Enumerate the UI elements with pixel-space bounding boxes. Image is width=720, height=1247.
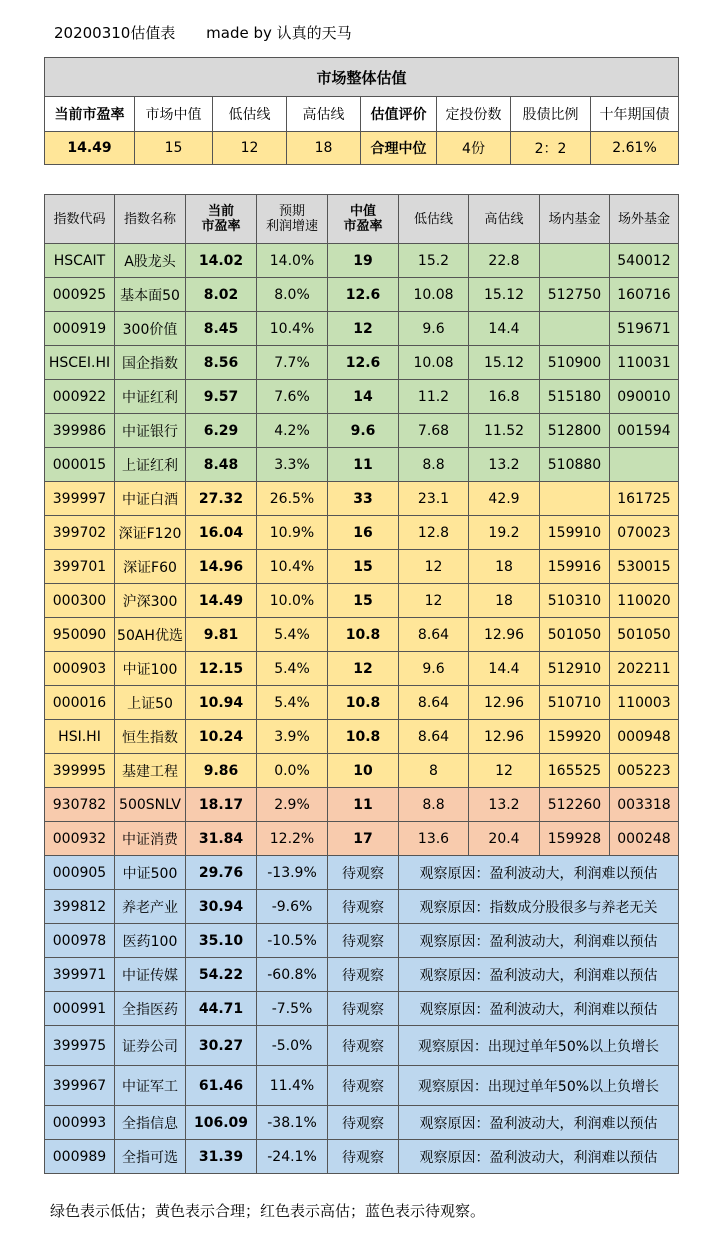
median-pe: 10.8 xyxy=(328,686,399,720)
column-header: 场内基金 xyxy=(540,195,610,244)
summary-value: 15 xyxy=(135,132,213,165)
current-pe: 106.09 xyxy=(186,1106,257,1140)
current-pe: 9.86 xyxy=(186,754,257,788)
current-pe: 10.24 xyxy=(186,720,257,754)
table-row xyxy=(45,1026,679,1066)
index-name: 上证50 xyxy=(115,686,186,720)
high-line: 13.2 xyxy=(469,788,540,822)
table-row xyxy=(45,380,679,414)
expected-growth: 7.7% xyxy=(257,346,328,380)
index-code: 000978 xyxy=(45,924,115,958)
summary-label: 股债比例 xyxy=(511,97,591,132)
low-line: 9.6 xyxy=(399,312,469,346)
table-row xyxy=(45,448,679,482)
high-line: 42.9 xyxy=(469,482,540,516)
current-pe: 31.84 xyxy=(186,822,257,856)
index-code: 000922 xyxy=(45,380,115,414)
index-valuation-table xyxy=(44,194,679,1174)
column-header: 当前 市盈率 xyxy=(186,195,257,244)
watch-status: 待观察 xyxy=(328,924,399,958)
otc-fund: 110031 xyxy=(610,346,679,380)
watch-status: 待观察 xyxy=(328,890,399,924)
summary-label: 市场中值 xyxy=(135,97,213,132)
summary-value: 14.49 xyxy=(45,132,135,165)
etf-fund: 165525 xyxy=(540,754,610,788)
median-pe: 16 xyxy=(328,516,399,550)
current-pe: 18.17 xyxy=(186,788,257,822)
median-pe: 17 xyxy=(328,822,399,856)
table-row xyxy=(45,1106,679,1140)
current-pe: 16.04 xyxy=(186,516,257,550)
index-name: 全指医药 xyxy=(115,992,186,1026)
otc-fund: 530015 xyxy=(610,550,679,584)
watch-reason: 观察原因：盈利波动大，利润难以预估 xyxy=(399,1106,679,1140)
watch-reason: 观察原因：出现过单年50%以上负增长 xyxy=(399,1026,679,1066)
expected-growth: 5.4% xyxy=(257,686,328,720)
table-row xyxy=(45,346,679,380)
etf-fund xyxy=(540,312,610,346)
otc-fund: 540012 xyxy=(610,244,679,278)
low-line: 11.2 xyxy=(399,380,469,414)
column-header: 低估线 xyxy=(399,195,469,244)
current-pe: 12.15 xyxy=(186,652,257,686)
low-line: 8.64 xyxy=(399,686,469,720)
watch-reason: 观察原因：盈利波动大，利润难以预估 xyxy=(399,856,679,890)
index-name: 中证白酒 xyxy=(115,482,186,516)
median-pe: 10.8 xyxy=(328,720,399,754)
expected-growth: 11.4% xyxy=(257,1066,328,1106)
etf-fund: 501050 xyxy=(540,618,610,652)
index-code: 000993 xyxy=(45,1106,115,1140)
low-line: 9.6 xyxy=(399,652,469,686)
high-line: 20.4 xyxy=(469,822,540,856)
current-pe: 10.94 xyxy=(186,686,257,720)
low-line: 8.8 xyxy=(399,448,469,482)
expected-growth: 5.4% xyxy=(257,652,328,686)
etf-fund: 159928 xyxy=(540,822,610,856)
expected-growth: -7.5% xyxy=(257,992,328,1026)
index-name: 沪深300 xyxy=(115,584,186,618)
etf-fund: 510310 xyxy=(540,584,610,618)
page-title xyxy=(54,22,378,43)
index-code: 000991 xyxy=(45,992,115,1026)
median-pe: 14 xyxy=(328,380,399,414)
summary-title: 市场整体估值 xyxy=(45,58,679,97)
otc-fund: 070023 xyxy=(610,516,679,550)
watch-reason: 观察原因：指数成分股很多与养老无关 xyxy=(399,890,679,924)
high-line: 18 xyxy=(469,550,540,584)
otc-fund: 001594 xyxy=(610,414,679,448)
table-row xyxy=(45,244,679,278)
expected-growth: 7.6% xyxy=(257,380,328,414)
author-credit: made by 认真的天马 xyxy=(206,24,352,42)
watch-status: 待观察 xyxy=(328,856,399,890)
expected-growth: 0.0% xyxy=(257,754,328,788)
otc-fund: 160716 xyxy=(610,278,679,312)
high-line: 12.96 xyxy=(469,686,540,720)
summary-label: 估值评价 xyxy=(361,97,437,132)
watch-reason: 观察原因：出现过单年50%以上负增长 xyxy=(399,1066,679,1106)
low-line: 10.08 xyxy=(399,278,469,312)
median-pe: 11 xyxy=(328,448,399,482)
index-name: 深证F60 xyxy=(115,550,186,584)
expected-growth: 10.0% xyxy=(257,584,328,618)
index-code: 399971 xyxy=(45,958,115,992)
high-line: 12.96 xyxy=(469,618,540,652)
low-line: 8.64 xyxy=(399,720,469,754)
etf-fund xyxy=(540,244,610,278)
index-name: 300价值 xyxy=(115,312,186,346)
otc-fund: 005223 xyxy=(610,754,679,788)
index-code: 930782 xyxy=(45,788,115,822)
index-code: 399997 xyxy=(45,482,115,516)
high-line: 22.8 xyxy=(469,244,540,278)
etf-fund: 159916 xyxy=(540,550,610,584)
etf-fund xyxy=(540,482,610,516)
market-summary-table xyxy=(44,57,679,165)
expected-growth: 26.5% xyxy=(257,482,328,516)
otc-fund: 003318 xyxy=(610,788,679,822)
index-name: 深证F120 xyxy=(115,516,186,550)
low-line: 7.68 xyxy=(399,414,469,448)
otc-fund: 000948 xyxy=(610,720,679,754)
otc-fund: 110020 xyxy=(610,584,679,618)
low-line: 12 xyxy=(399,550,469,584)
otc-fund xyxy=(610,448,679,482)
current-pe: 14.49 xyxy=(186,584,257,618)
watch-reason: 观察原因：盈利波动大，利润难以预估 xyxy=(399,924,679,958)
expected-growth: 4.2% xyxy=(257,414,328,448)
otc-fund: 110003 xyxy=(610,686,679,720)
index-name: 基建工程 xyxy=(115,754,186,788)
etf-fund: 510900 xyxy=(540,346,610,380)
index-name: 证券公司 xyxy=(115,1026,186,1066)
expected-growth: 12.2% xyxy=(257,822,328,856)
index-code: 399995 xyxy=(45,754,115,788)
current-pe: 9.57 xyxy=(186,380,257,414)
expected-growth: -5.0% xyxy=(257,1026,328,1066)
index-name: 养老产业 xyxy=(115,890,186,924)
index-name: 中证100 xyxy=(115,652,186,686)
expected-growth: -13.9% xyxy=(257,856,328,890)
low-line: 10.08 xyxy=(399,346,469,380)
index-code: 399975 xyxy=(45,1026,115,1066)
index-code: HSI.HI xyxy=(45,720,115,754)
high-line: 12 xyxy=(469,754,540,788)
watch-reason: 观察原因：盈利波动大，利润难以预估 xyxy=(399,958,679,992)
watch-status: 待观察 xyxy=(328,1140,399,1174)
current-pe: 8.02 xyxy=(186,278,257,312)
low-line: 15.2 xyxy=(399,244,469,278)
index-name: 全指信息 xyxy=(115,1106,186,1140)
table-row xyxy=(45,414,679,448)
high-line: 11.52 xyxy=(469,414,540,448)
column-header: 场外基金 xyxy=(610,195,679,244)
table-row xyxy=(45,1140,679,1174)
median-pe: 12 xyxy=(328,312,399,346)
median-pe: 10.8 xyxy=(328,618,399,652)
current-pe: 54.22 xyxy=(186,958,257,992)
expected-growth: 3.9% xyxy=(257,720,328,754)
current-pe: 14.96 xyxy=(186,550,257,584)
table-row xyxy=(45,278,679,312)
otc-fund: 161725 xyxy=(610,482,679,516)
median-pe: 33 xyxy=(328,482,399,516)
current-pe: 8.45 xyxy=(186,312,257,346)
summary-value: 2.61% xyxy=(591,132,679,165)
color-legend-note: 绿色表示低估；黄色表示合理；红色表示高估；蓝色表示待观察。 xyxy=(50,1202,486,1220)
index-code: HSCAIT xyxy=(45,244,115,278)
median-pe: 15 xyxy=(328,550,399,584)
summary-label: 低估线 xyxy=(213,97,287,132)
column-header: 指数名称 xyxy=(115,195,186,244)
watch-status: 待观察 xyxy=(328,1106,399,1140)
median-pe: 10 xyxy=(328,754,399,788)
etf-fund: 159910 xyxy=(540,516,610,550)
index-name: 50AH优选 xyxy=(115,618,186,652)
median-pe: 11 xyxy=(328,788,399,822)
current-pe: 27.32 xyxy=(186,482,257,516)
index-name: 中证军工 xyxy=(115,1066,186,1106)
index-name: 医药100 xyxy=(115,924,186,958)
expected-growth: 10.9% xyxy=(257,516,328,550)
summary-label: 十年期国债 xyxy=(591,97,679,132)
current-pe: 9.81 xyxy=(186,618,257,652)
etf-fund: 510710 xyxy=(540,686,610,720)
expected-growth: 14.0% xyxy=(257,244,328,278)
watch-status: 待观察 xyxy=(328,992,399,1026)
otc-fund: 000248 xyxy=(610,822,679,856)
current-pe: 30.94 xyxy=(186,890,257,924)
index-code: 000905 xyxy=(45,856,115,890)
index-code: 399701 xyxy=(45,550,115,584)
table-row xyxy=(45,788,679,822)
summary-value: 2：2 xyxy=(511,132,591,165)
table-row xyxy=(45,992,679,1026)
table-row xyxy=(45,1066,679,1106)
index-code: 950090 xyxy=(45,618,115,652)
low-line: 12 xyxy=(399,584,469,618)
current-pe: 8.48 xyxy=(186,448,257,482)
table-row xyxy=(45,550,679,584)
low-line: 13.6 xyxy=(399,822,469,856)
summary-label: 高估线 xyxy=(287,97,361,132)
median-pe: 19 xyxy=(328,244,399,278)
table-row xyxy=(45,958,679,992)
index-name: A股龙头 xyxy=(115,244,186,278)
summary-value: 12 xyxy=(213,132,287,165)
expected-growth: 3.3% xyxy=(257,448,328,482)
index-name: 基本面50 xyxy=(115,278,186,312)
table-row xyxy=(45,312,679,346)
low-line: 8.8 xyxy=(399,788,469,822)
index-name: 恒生指数 xyxy=(115,720,186,754)
expected-growth: -10.5% xyxy=(257,924,328,958)
index-code: 000016 xyxy=(45,686,115,720)
index-code: 000903 xyxy=(45,652,115,686)
table-row xyxy=(45,856,679,890)
column-header: 高估线 xyxy=(469,195,540,244)
index-code: 000932 xyxy=(45,822,115,856)
expected-growth: 5.4% xyxy=(257,618,328,652)
summary-value: 18 xyxy=(287,132,361,165)
low-line: 8.64 xyxy=(399,618,469,652)
low-line: 23.1 xyxy=(399,482,469,516)
current-pe: 31.39 xyxy=(186,1140,257,1174)
expected-growth: -38.1% xyxy=(257,1106,328,1140)
index-name: 中证红利 xyxy=(115,380,186,414)
expected-growth: 2.9% xyxy=(257,788,328,822)
high-line: 15.12 xyxy=(469,278,540,312)
index-name: 上证红利 xyxy=(115,448,186,482)
watch-status: 待观察 xyxy=(328,1026,399,1066)
index-code: 399967 xyxy=(45,1066,115,1106)
summary-value: 4份 xyxy=(437,132,511,165)
current-pe: 14.02 xyxy=(186,244,257,278)
current-pe: 61.46 xyxy=(186,1066,257,1106)
high-line: 14.4 xyxy=(469,652,540,686)
etf-fund: 515180 xyxy=(540,380,610,414)
expected-growth: 8.0% xyxy=(257,278,328,312)
high-line: 12.96 xyxy=(469,720,540,754)
median-pe: 12.6 xyxy=(328,278,399,312)
current-pe: 30.27 xyxy=(186,1026,257,1066)
high-line: 14.4 xyxy=(469,312,540,346)
etf-fund: 512750 xyxy=(540,278,610,312)
etf-fund: 512800 xyxy=(540,414,610,448)
column-header: 指数代码 xyxy=(45,195,115,244)
low-line: 12.8 xyxy=(399,516,469,550)
index-code: 399812 xyxy=(45,890,115,924)
table-row xyxy=(45,652,679,686)
column-header: 预期 利润增速 xyxy=(257,195,328,244)
high-line: 16.8 xyxy=(469,380,540,414)
current-pe: 35.10 xyxy=(186,924,257,958)
index-code: 399702 xyxy=(45,516,115,550)
median-pe: 12.6 xyxy=(328,346,399,380)
index-name: 中证500 xyxy=(115,856,186,890)
high-line: 13.2 xyxy=(469,448,540,482)
index-name: 国企指数 xyxy=(115,346,186,380)
index-code: 000919 xyxy=(45,312,115,346)
watch-reason: 观察原因：盈利波动大，利润难以预估 xyxy=(399,1140,679,1174)
watch-status: 待观察 xyxy=(328,958,399,992)
index-name: 中证银行 xyxy=(115,414,186,448)
summary-label: 定投份数 xyxy=(437,97,511,132)
summary-label: 当前市盈率 xyxy=(45,97,135,132)
otc-fund: 501050 xyxy=(610,618,679,652)
table-row xyxy=(45,618,679,652)
index-name: 中证传媒 xyxy=(115,958,186,992)
high-line: 18 xyxy=(469,584,540,618)
expected-growth: 10.4% xyxy=(257,550,328,584)
index-code: 000989 xyxy=(45,1140,115,1174)
high-line: 19.2 xyxy=(469,516,540,550)
otc-fund: 090010 xyxy=(610,380,679,414)
table-row xyxy=(45,822,679,856)
index-code: 399986 xyxy=(45,414,115,448)
index-code: 000300 xyxy=(45,584,115,618)
watch-reason: 观察原因：盈利波动大，利润难以预估 xyxy=(399,992,679,1026)
expected-growth: -9.6% xyxy=(257,890,328,924)
table-row xyxy=(45,584,679,618)
low-line: 8 xyxy=(399,754,469,788)
index-code: HSCEI.HI xyxy=(45,346,115,380)
table-row xyxy=(45,720,679,754)
table-row xyxy=(45,686,679,720)
median-pe: 12 xyxy=(328,652,399,686)
watch-status: 待观察 xyxy=(328,1066,399,1106)
current-pe: 6.29 xyxy=(186,414,257,448)
column-header: 中值 市盈率 xyxy=(328,195,399,244)
table-row xyxy=(45,516,679,550)
otc-fund: 519671 xyxy=(610,312,679,346)
summary-value: 合理中位 xyxy=(361,132,437,165)
expected-growth: 10.4% xyxy=(257,312,328,346)
table-row xyxy=(45,924,679,958)
expected-growth: -24.1% xyxy=(257,1140,328,1174)
etf-fund: 512260 xyxy=(540,788,610,822)
table-row xyxy=(45,754,679,788)
index-code: 000925 xyxy=(45,278,115,312)
current-pe: 44.71 xyxy=(186,992,257,1026)
median-pe: 9.6 xyxy=(328,414,399,448)
etf-fund: 510880 xyxy=(540,448,610,482)
index-name: 500SNLV xyxy=(115,788,186,822)
etf-fund: 159920 xyxy=(540,720,610,754)
current-pe: 8.56 xyxy=(186,346,257,380)
date-title: 20200310估值表 xyxy=(54,24,176,42)
index-name: 中证消费 xyxy=(115,822,186,856)
median-pe: 15 xyxy=(328,584,399,618)
table-row xyxy=(45,482,679,516)
expected-growth: -60.8% xyxy=(257,958,328,992)
index-name: 全指可选 xyxy=(115,1140,186,1174)
table-row xyxy=(45,890,679,924)
current-pe: 29.76 xyxy=(186,856,257,890)
index-code: 000015 xyxy=(45,448,115,482)
etf-fund: 512910 xyxy=(540,652,610,686)
high-line: 15.12 xyxy=(469,346,540,380)
otc-fund: 202211 xyxy=(610,652,679,686)
